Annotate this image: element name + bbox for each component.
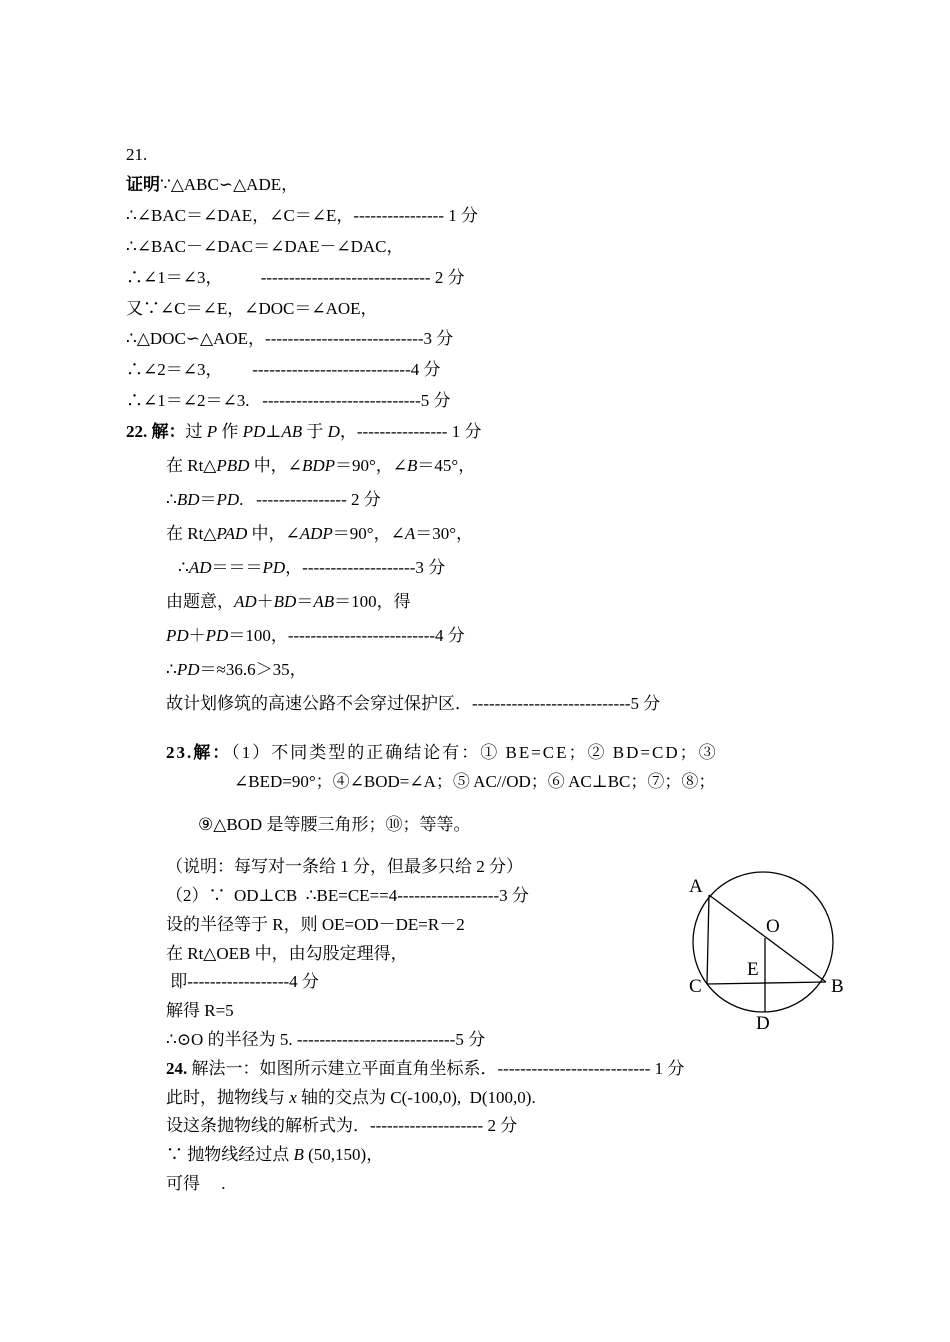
proof-line-8: ∴∠1＝∠2＝∠3. ----------------------------5 分 [126, 391, 451, 410]
problem-22-number: 22. [126, 422, 148, 441]
chord-cb [707, 982, 826, 984]
solution-22-line-1: 22. 解：过 P 作 PD⊥AB 于 D，---------------- 1 分 [126, 422, 482, 441]
problem-24-number: 24. [166, 1059, 188, 1078]
solution-23-line-7: 在 Rt△OEB 中，由勾股定理得， [166, 944, 408, 963]
label-c: C [689, 976, 702, 997]
solution-22-line-9: 故计划修筑的高速公路不会穿过保护区．----------------------------5 分 [166, 694, 661, 713]
solution-24-line-5: 可得 . [166, 1174, 226, 1193]
solution-23-line-9: 解得 R=5 [166, 1001, 234, 1020]
label-a: A [689, 876, 703, 897]
solution-23-note: （说明：每写对一条给 1 分，但最多只给 2 分） [166, 857, 523, 876]
proof-lead: 证明 [126, 175, 160, 194]
solution-22-line-4: 在 Rt△PAD 中，∠ADP＝90°，∠A＝30°， [166, 524, 474, 543]
proof-line-2: ∴∠BAC＝∠DAE，∠C＝∠E，---------------- 1 分 [126, 206, 478, 225]
chord-ac [707, 895, 709, 984]
circle-o [693, 872, 833, 1012]
solution-22-line-7: PD＋PD＝100，--------------------------4 分 [166, 626, 465, 645]
solution-22-line-3: ∴BD＝PD. ---------------- 2 分 [166, 490, 381, 509]
diameter-ab [709, 895, 826, 982]
problem-23-number: 23. [166, 743, 194, 762]
solution-22-line-2: 在 Rt△PBD 中，∠BDP＝90°，∠B＝45°， [166, 456, 476, 475]
solution-23-line-10: ∴⊙O 的半径为 5. ----------------------------5 分 [166, 1030, 486, 1049]
circle-geometry-figure [680, 868, 860, 1038]
solution-23-line-5: （2）∵ OD⊥CB ∴BE=CE==4------------------3 分 [166, 886, 529, 905]
label-o: O [766, 916, 780, 937]
solution-24-line-3: 设这条抛物线的解析式为．-------------------- 2 分 [166, 1116, 518, 1135]
solution-23-line-2: ∠BED=90°；④∠BOD=∠A；⑤ AC//OD；⑥ AC⊥BC；⑦；⑧； [234, 772, 716, 791]
solution-24-line-2: 此时，抛物线与 x 轴的交点为 C(-100,0), D(100,0). [166, 1088, 536, 1107]
label-d: D [756, 1013, 770, 1034]
solution-24-line-1: 24. 解法一：如图所示建立平面直角坐标系．--------------------------- 1 分 [166, 1059, 685, 1078]
label-b: B [831, 976, 844, 997]
proof-line-4: ∴∠1＝∠3， ------------------------------ 2 分 [126, 268, 465, 287]
label-e: E [747, 959, 759, 980]
proof-line-6: ∴△DOC∽△AOE，----------------------------3 分 [126, 329, 454, 348]
solution-22-line-5: ∴AD＝＝＝PD，--------------------3 分 [178, 558, 446, 577]
proof-line-1: 证明∵△ABC∽△ADE， [126, 175, 299, 194]
solution-22-line-8: ∴PD＝≈36.6＞35， [166, 660, 307, 679]
solution-24-line-4: ∵ 抛物线经过点 B (50,150)， [166, 1145, 384, 1164]
problem-21-number: 21. [126, 145, 148, 164]
proof-line-3: ∴∠BAC－∠DAC＝∠DAE－∠DAC， [126, 237, 404, 256]
solution-23-line-1: 23.解：（1）不同类型的正确结论有：① BE=CE；② BD=CD；③ [166, 743, 718, 762]
solution-23-line-8: 即------------------4 分 [166, 972, 319, 991]
solution-22-line-6: 由题意，AD＋BD＝AB＝100，得 [166, 592, 411, 611]
solution-23-line-3: ⑨△BOD 是等腰三角形；⑩；等等。 [198, 815, 471, 834]
solution-23-line-6: 设的半径等于 R，则 OE=OD－DE=R－2 [166, 915, 465, 934]
proof-line-5: 又∵∠C＝∠E，∠DOC＝∠AOE， [126, 299, 378, 318]
proof-line-7: ∴∠2＝∠3， ----------------------------4 分 [126, 360, 441, 379]
